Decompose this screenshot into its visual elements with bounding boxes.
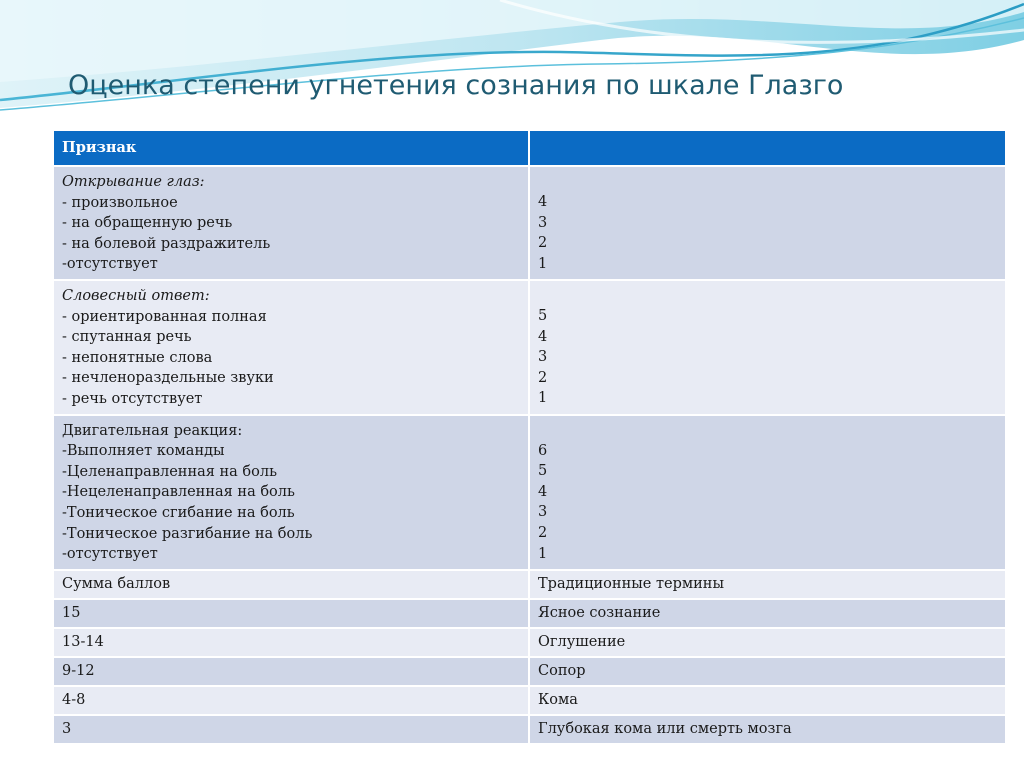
table-cell-score-sum: 9-12 <box>53 657 529 686</box>
criteria-cell <box>53 280 529 415</box>
score-value: 1 <box>538 390 548 407</box>
table-row <box>53 570 1006 599</box>
score-cell <box>529 280 1006 415</box>
score-value: 2 <box>538 235 548 252</box>
group-heading: Словесный ответ: <box>62 287 210 304</box>
criteria-item: - нечленораздельные звуки <box>62 370 274 387</box>
group-heading: Открывание глаз: <box>62 174 205 190</box>
header-cell-score <box>529 130 1006 166</box>
score-value: 3 <box>538 504 548 521</box>
slide-title: Оценка степени угнетения сознания по шкале Глазго <box>68 70 844 101</box>
table-cell-score-sum: 3 <box>53 715 529 744</box>
table-row <box>53 628 1006 657</box>
group-heading: Двигательная реакция: <box>62 422 243 439</box>
criteria-item: -Тоническое разгибание на боль <box>62 525 313 542</box>
criteria-item: -Выполняет команды <box>62 443 225 460</box>
criteria-cell <box>53 415 529 570</box>
score-value: 1 <box>538 255 548 272</box>
score-value: 4 <box>538 328 548 345</box>
criteria-item: - речь отсутствует <box>62 390 203 407</box>
table-cell-term: Традиционные термины <box>529 570 1006 599</box>
glasgow-scale-table <box>52 129 1007 745</box>
table-cell-score-sum: 15 <box>53 599 529 628</box>
table-row-verbal-response <box>53 280 1006 415</box>
criteria-item: - ориентированная полная <box>62 308 267 325</box>
table-row-motor-response <box>53 415 1006 570</box>
table-row <box>53 686 1006 715</box>
score-cell <box>529 166 1006 280</box>
score-value: 5 <box>538 307 548 324</box>
criteria-item: -Тоническое сгибание на боль <box>62 504 295 521</box>
criteria-item: - произвольное <box>62 194 178 211</box>
score-value: 2 <box>538 369 548 386</box>
criteria-item: - на обращенную речь <box>62 215 233 232</box>
score-value: 5 <box>538 463 548 480</box>
criteria-item: -Нецеленаправленная на боль <box>62 484 295 501</box>
table-cell-score-sum: 4-8 <box>53 686 529 715</box>
table-cell-term: Кома <box>529 686 1006 715</box>
score-value: 3 <box>538 214 548 231</box>
score-cell <box>529 415 1006 570</box>
criteria-item: - непонятные слова <box>62 349 213 366</box>
table-cell-term: Оглушение <box>529 628 1006 657</box>
criteria-item: - спутанная речь <box>62 329 192 346</box>
criteria-item: -Целенаправленная на боль <box>62 463 277 480</box>
score-value: 4 <box>538 194 548 210</box>
decorative-wave-header <box>0 0 1024 120</box>
score-value: 6 <box>538 442 548 459</box>
table-cell-score-sum: Сумма баллов <box>53 570 529 599</box>
table-cell-term: Сопор <box>529 657 1006 686</box>
criteria-item: -отсутствует <box>62 256 158 273</box>
table-row <box>53 599 1006 628</box>
table-header-row <box>53 130 1006 166</box>
header-cell-sign: Признак <box>53 130 529 166</box>
table-cell-term: Глубокая кома или смерть мозга <box>529 715 1006 744</box>
criteria-cell <box>53 166 529 280</box>
table-row <box>53 715 1006 744</box>
score-value: 1 <box>538 545 548 562</box>
score-value: 3 <box>538 349 548 366</box>
criteria-item: - на болевой раздражитель <box>62 235 271 252</box>
table-row <box>53 657 1006 686</box>
table-cell-score-sum: 13-14 <box>53 628 529 657</box>
table-cell-term: Ясное сознание <box>529 599 1006 628</box>
score-value: 2 <box>538 524 548 541</box>
table-row-eye-opening <box>53 166 1006 280</box>
criteria-item: -отсутствует <box>62 546 158 563</box>
score-value: 4 <box>538 483 548 500</box>
